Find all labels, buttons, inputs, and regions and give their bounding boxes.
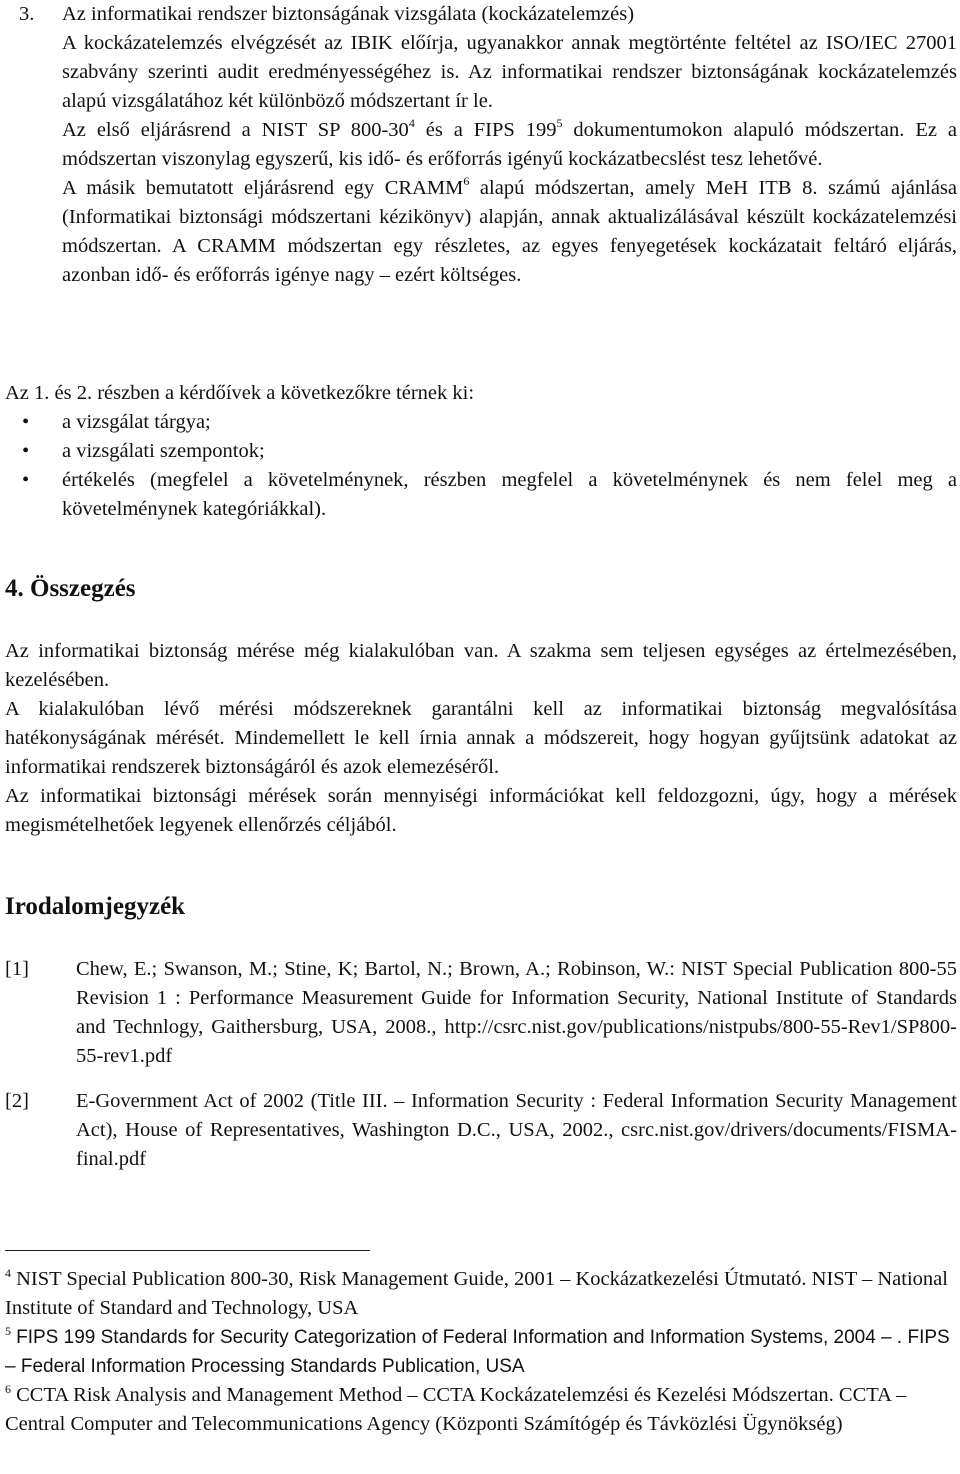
footnote-text: CCTA Risk Analysis and Management Method – CCTA Kockázatelemzési és Kezelési Módszertan. CCTA –Central Computer and Telecommunications Agency (Központi Számítógép és Távközlési Ügynökség) bbox=[5, 1384, 907, 1435]
footnote-ref[interactable]: 6 bbox=[463, 174, 470, 188]
text-run: és a FIPS 199 bbox=[414, 119, 557, 141]
list-item bbox=[5, 408, 957, 437]
footnotes bbox=[5, 1265, 957, 1439]
reference-item bbox=[5, 1087, 957, 1174]
reference-list bbox=[5, 955, 957, 1190]
footnote bbox=[5, 1323, 957, 1381]
list-item-text: értékelés (megfelel a követelménynek, részben megfelel a követelménynek és nem felel meg a követelménynek kategóriákkal). bbox=[62, 469, 957, 520]
paragraph: Az informatikai biztonsági mérések során mennyiségi információkat kell feldozgozni, úgy, hogy a mérések megismételhetőek legyenek ellenőrzés céljából. bbox=[5, 785, 957, 836]
text-run: Az első eljárásrend a NIST SP 800-30 bbox=[62, 119, 409, 141]
bullet-icon: • bbox=[22, 411, 30, 433]
bullet-list bbox=[5, 408, 957, 524]
reference-item bbox=[5, 955, 957, 1071]
paragraph bbox=[62, 174, 957, 290]
reference-number: [1] bbox=[5, 958, 29, 980]
list-item bbox=[5, 437, 957, 466]
paragraph: Az informatikai biztonság mérése még kialakulóban van. A szakma sem teljesen egységes az értelmezésében, kezelésében. bbox=[5, 640, 957, 691]
list-item-text: a vizsgálati szempontok; bbox=[62, 440, 265, 462]
bullet-icon: • bbox=[22, 440, 30, 462]
questionnaire-intro: Az 1. és 2. részben a kérdőívek a következőkre térnek ki: bbox=[5, 382, 475, 404]
reference-text: E-Government Act of 2002 (Title III. – Information Security : Federal Information Security Management Act), House of Representatives, Washington D.C., USA, 2002., csrc.nist.gov/drivers/documents/FISMA-final.pdf bbox=[76, 1090, 957, 1170]
footnote-separator bbox=[5, 1250, 370, 1251]
bullet-icon: • bbox=[22, 469, 30, 491]
footnote bbox=[5, 1381, 957, 1439]
paragraph: A kialakulóban lévő mérési módszereknek garantálni kell az informatikai biztonság megvalósítása hatékonyságának mérését. Mindemellett le kell írnia annak a módszereit, hogy hogyan gyűjtsünk adatokat az informatikai rendszerek biztonságáról és azok elemezéséről. bbox=[5, 698, 957, 778]
footnote bbox=[5, 1265, 957, 1323]
text-run: A másik bemutatott eljárásrend egy CRAMM bbox=[62, 177, 464, 199]
paragraph bbox=[62, 116, 957, 174]
reference-number: [2] bbox=[5, 1090, 29, 1112]
section-4-heading: 4. Összegzés bbox=[5, 575, 136, 602]
footnote-ref[interactable]: 5 bbox=[556, 116, 563, 130]
list-item-text: a vizsgálat tárgya; bbox=[62, 411, 211, 433]
footnote-text: NIST Special Publication 800-30, Risk Management Guide, 2001 – Kockázatkezelési Útmutató. NIST – National Institute of Standard and Technology, USA bbox=[5, 1268, 948, 1319]
section-body bbox=[62, 29, 957, 290]
reference-text: Chew, E.; Swanson, M.; Stine, K; Bartol, N.; Brown, A.; Robinson, W.: NIST Special Publication 800-55 Revision 1 : Performance Measurement Guide for Information Security, National Institute of Standards and Technlogy, Gaithersburg, USA, 2008., http://csrc.nist.gov/publications/nistpubs/800-55-Rev1/SP800-55-rev1.pdf bbox=[76, 958, 957, 1067]
section-title: Az informatikai rendszer biztonságának vizsgálata (kockázatelemzés) bbox=[62, 3, 635, 25]
footnote-number: 6 bbox=[5, 1382, 11, 1396]
references-heading: Irodalomjegyzék bbox=[5, 893, 186, 920]
text-run: alapú módszertan, amely MeH ITB 8. számú ajánlása (Informatikai biztonsági módszertani kézikönyv) alapján, annak aktualizálásával készült kockázatelemzési módszertan. A CRAMM módszertan egy részletes, az egyes fenyegetések kockázatait feltáró eljárás, azonban idő- és erőforrás igénye nagy – ezért költséges. bbox=[62, 177, 957, 286]
text-run: dokumentumokon alapuló módszertan. Ez a módszertan viszonylag egyszerű, kis idő- és erőforrás igényű kockázatbecslést tesz lehetővé. bbox=[62, 119, 957, 170]
paragraph: A kockázatelemzés elvégzését az IBIK előírja, ugyanakkor annak megtörténte feltétel az ISO/IEC 27001 szabvány szerinti audit eredményességéhez is. Az informatikai rendszer biztonságának kockázatelemzés alapú vizsgálatához két különböző módszertant ír le. bbox=[62, 32, 957, 112]
list-item bbox=[5, 466, 957, 524]
footnote-ref[interactable]: 4 bbox=[408, 116, 415, 130]
footnote-number: 4 bbox=[5, 1266, 11, 1280]
summary-body bbox=[5, 637, 957, 840]
footnote-number: 5 bbox=[5, 1324, 11, 1338]
footnote-text: FIPS 199 Standards for Security Categorization of Federal Information and Information Systems, 2004 – . FIPS – Federal Information Processing Standards Publication, USA bbox=[5, 1327, 950, 1377]
section-number: 3. bbox=[19, 3, 35, 25]
